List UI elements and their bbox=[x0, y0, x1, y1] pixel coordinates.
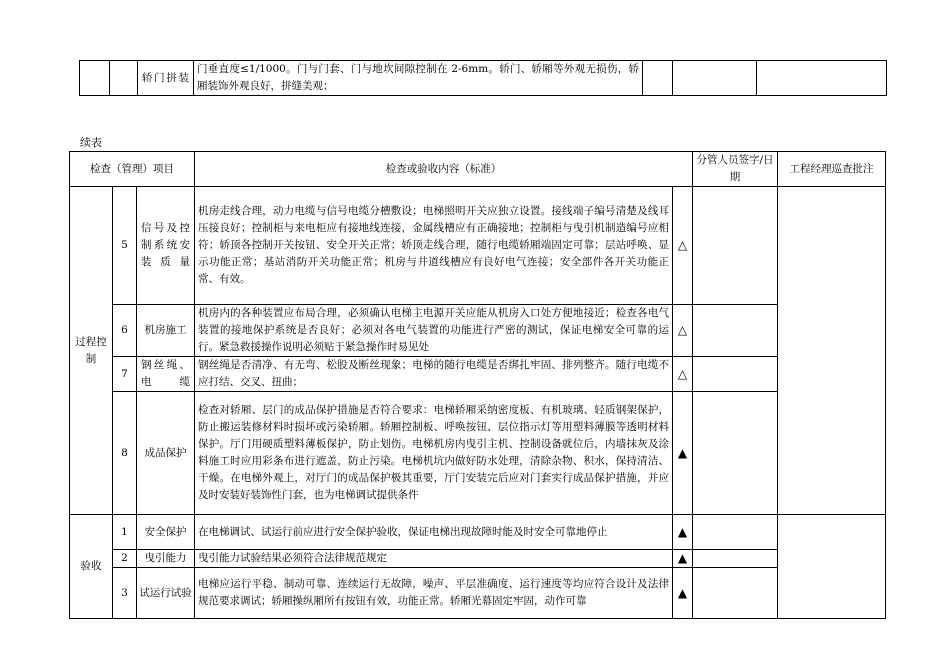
row-content: 在电梯调试、试运行前应进行安全保护验收，保证电梯出现故障时能及时安全可靠地停止 bbox=[195, 515, 673, 550]
row-number: 8 bbox=[113, 392, 137, 515]
table-row bbox=[70, 187, 886, 305]
group-label: 验收 bbox=[70, 515, 113, 619]
row-number: 6 bbox=[113, 305, 137, 357]
header-sign: 分管人员签字/日期 bbox=[693, 152, 778, 187]
row-content: 钢丝绳是否清净、有无弯、松股及断丝现象；电梯的随行电缆是否绑扎牢固、排列整齐。随行电缆不应打结、交叉、扭曲； bbox=[195, 357, 673, 392]
row-content: 检查对轿厢、层门的成品保护措施是否符合要求：电梯轿厢采纳密度板、有机玻璃、轻质钢架保护，防止搬运装修材料时损坏或污染轿厢。轿厢控制板、呼唤按钮、层位指示灯等用塑料薄膜等透明材料保护。厅门用硬质塑料薄板保护，防止划伤。电梯机房内曳引主机、控制设备就位后，内墙抹灰及涂料施工时应用彩条布进行遮盖，防止污染。电梯机坑内做好防水处理，清除杂物、积水，保持清洁、干燥。在电梯外观上，对厅门的成品保护极其重要，厅门安装完后应对门套实行成品保护措施，并应及时安装好装饰性门套，也为电梯调试提供条件 bbox=[195, 392, 673, 515]
row-content: 机房内的各种装置应布局合理，必须确认电梯主电源开关应能从机房入口处方便地接近；检查各电气装置的接地保护系统是否良好；必须对各电气装置的功能进行严密的测试，保证电梯安全可靠的运行。紧急救援操作说明必须贴于紧急操作时易见处 bbox=[195, 305, 673, 357]
row-approve bbox=[778, 187, 886, 515]
row-content: 曳引能力试验结果必须符合法律规范规定 bbox=[195, 550, 673, 568]
previous-table-tail bbox=[79, 60, 887, 96]
continued-label: 续表 bbox=[80, 136, 102, 149]
group-cell bbox=[80, 61, 110, 96]
row-item: 曳引能力 bbox=[137, 550, 195, 568]
row-sign bbox=[693, 392, 778, 515]
row-item: 信号及控制系统安装质量 bbox=[137, 187, 195, 305]
triangle-outline-icon: △ bbox=[673, 357, 693, 392]
table-row bbox=[70, 515, 886, 550]
triangle-filled-icon: ▲ bbox=[673, 568, 693, 619]
inspection-table bbox=[69, 151, 886, 619]
row-number: 7 bbox=[113, 357, 137, 392]
table-row bbox=[70, 357, 886, 392]
row-number: 5 bbox=[113, 187, 137, 305]
row-sign bbox=[693, 550, 778, 568]
row-sign bbox=[693, 305, 778, 357]
table-row bbox=[80, 61, 887, 96]
approve-cell bbox=[757, 61, 887, 96]
header-item: 检查（管理）项目 bbox=[70, 152, 195, 187]
table-row bbox=[70, 305, 886, 357]
row-item: 安全保护 bbox=[137, 515, 195, 550]
row-sign bbox=[693, 515, 778, 550]
row-number: 3 bbox=[113, 568, 137, 619]
table-row bbox=[70, 392, 886, 515]
row-sign bbox=[693, 187, 778, 305]
content-cell: 门垂直度≤1/1000。门与门套、门与地坎间隙控制在 2-6mm。轿门、轿厢等外观无损伤，轿厢装饰外观良好，拼缝美观； bbox=[194, 61, 643, 96]
row-item: 钢丝绳、电缆 bbox=[137, 357, 195, 392]
table-row bbox=[70, 568, 886, 619]
row-number: 2 bbox=[113, 550, 137, 568]
row-item: 试运行试验 bbox=[137, 568, 195, 619]
row-approve bbox=[778, 515, 886, 619]
triangle-filled-icon: ▲ bbox=[673, 515, 693, 550]
row-item: 成品保护 bbox=[137, 392, 195, 515]
triangle-outline-icon: △ bbox=[673, 187, 693, 305]
row-item: 机房施工 bbox=[137, 305, 195, 357]
triangle-outline-icon: △ bbox=[673, 305, 693, 357]
header-content: 检查或验收内容（标准） bbox=[195, 152, 693, 187]
table-row bbox=[70, 550, 886, 568]
row-sign bbox=[693, 568, 778, 619]
header-row bbox=[70, 152, 886, 187]
num-cell bbox=[110, 61, 138, 96]
row-content: 机房走线合理，动力电缆与信号电缆分槽敷设；电梯照明开关应独立设置。接线端子编号清楚及线耳压接良好；控制柜与来电柜应有接地线连接，金属线槽应有正确接地；控制柜与曳引机制造编号应相符；轿顶各控制开关按钮、安全开关正常；轿顶走线合理，随行电缆轿厢端固定可靠；层站呼唤、显示功能正常；基站消防开关功能正常；机房与井道线槽应有良好电气连接；安全部件各开关功能正常、有效。 bbox=[195, 187, 673, 305]
sign-cell bbox=[673, 61, 757, 96]
header-approve: 工程经理巡查批注 bbox=[778, 152, 886, 187]
mark-cell bbox=[643, 61, 673, 96]
row-sign bbox=[693, 357, 778, 392]
item-cell: 轿门拼装 bbox=[138, 61, 194, 96]
triangle-filled-icon: ▲ bbox=[673, 550, 693, 568]
group-label: 过程控制 bbox=[70, 187, 113, 515]
row-number: 1 bbox=[113, 515, 137, 550]
row-content: 电梯应运行平稳、制动可靠、连续运行无故障，噪声、平层准确度、运行速度等均应符合设计及法律规范要求调试；轿厢操纵厢所有按钮有效，功能正常。轿厢光幕固定牢固，动作可靠 bbox=[195, 568, 673, 619]
triangle-filled-icon: ▲ bbox=[673, 392, 693, 515]
